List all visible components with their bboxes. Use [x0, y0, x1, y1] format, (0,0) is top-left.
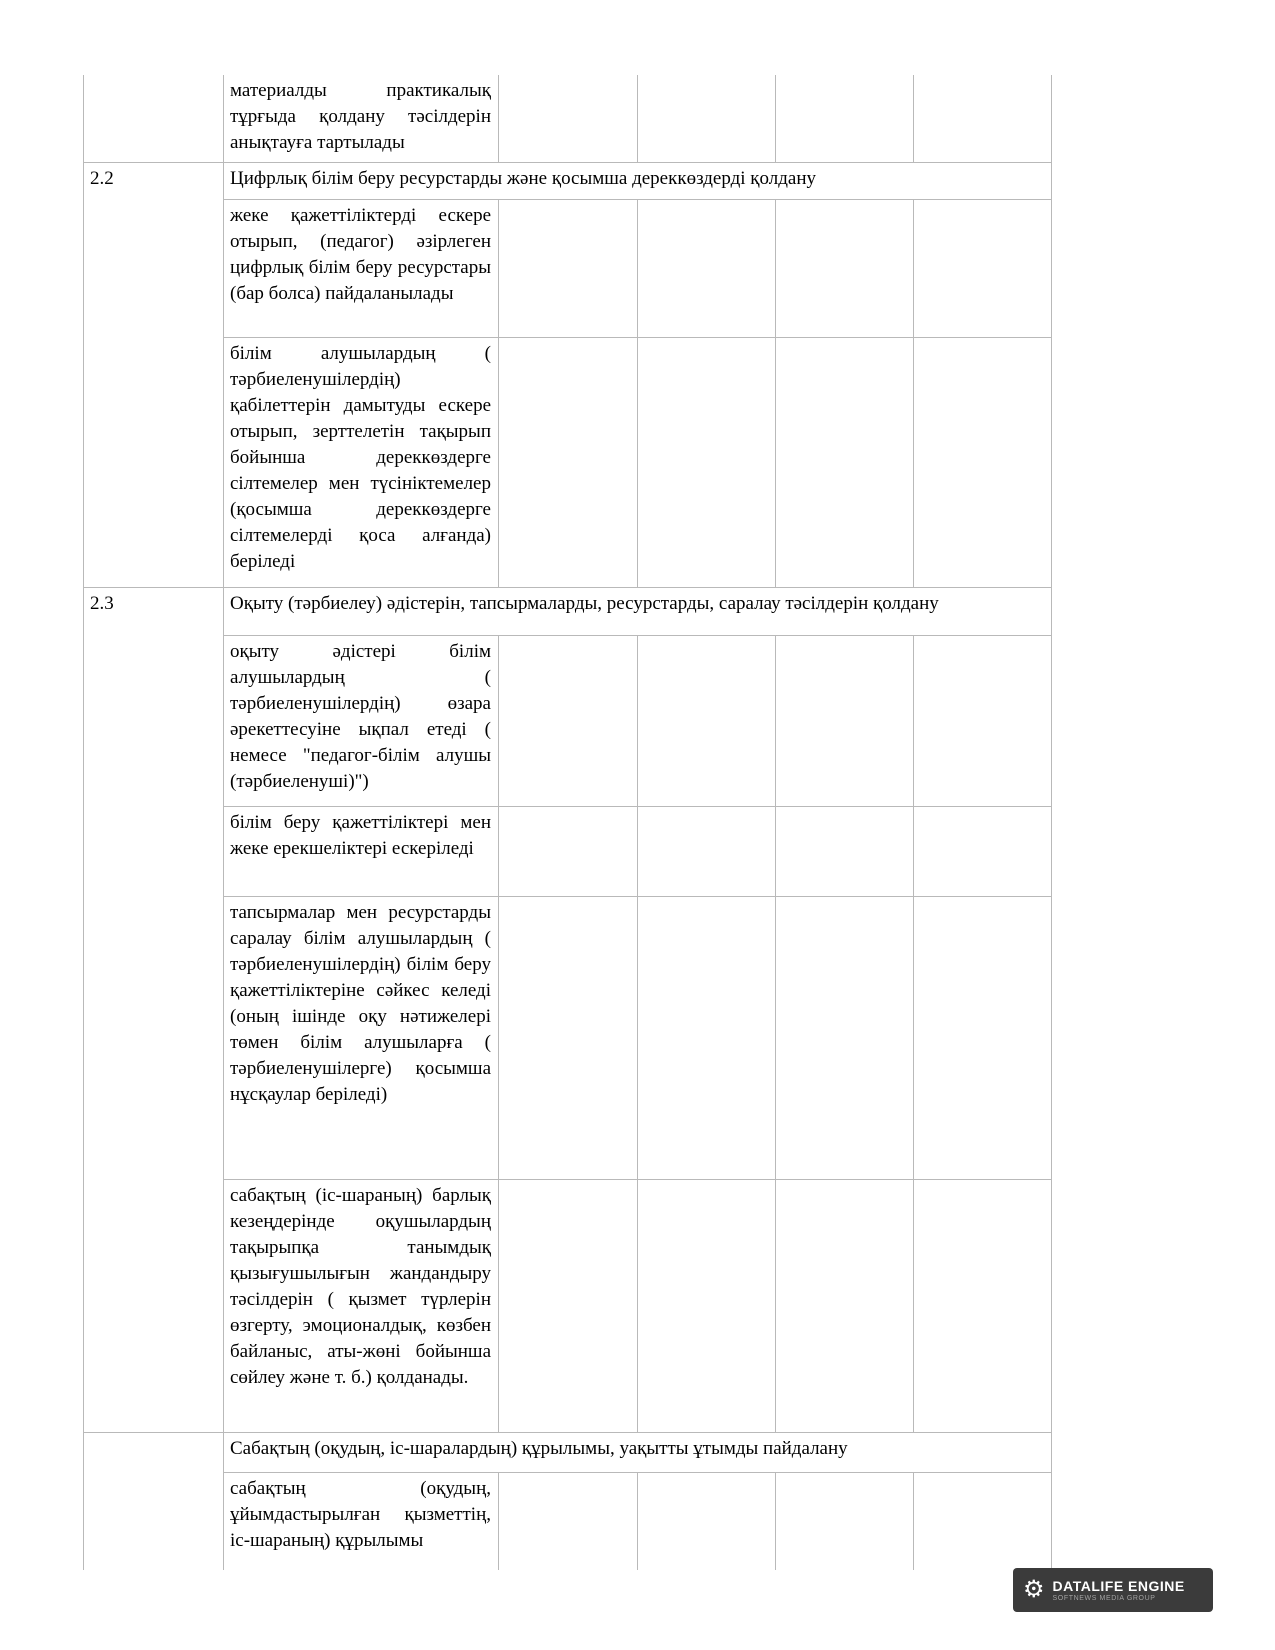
descriptor-cell: тапсырмалар мен ресурстарды саралау білім алушылардың ( тәрбиеленушілердің) білім беру қажеттіліктеріне сәйкес келеді (оның ішінде оқу нәтижелері төмен білім алушыларға ( тәрбиеленушілерге) қосымша нұсқаулар беріледі) — [224, 896, 499, 1179]
table-row — [84, 806, 1052, 896]
score-cell — [638, 1179, 776, 1432]
score-cell — [499, 199, 638, 337]
gear-icon: ⚙ — [1023, 1576, 1045, 1603]
score-cell — [914, 1179, 1052, 1432]
assessment-table-region — [83, 75, 1053, 1570]
watermark-subtitle: SOFTNEWS MEDIA GROUP — [1052, 1594, 1156, 1602]
score-cell — [776, 337, 914, 587]
criterion-number-cell: 2.2 — [84, 162, 224, 587]
section-header-cell: Оқыту (тәрбиелеу) әдістерін, тапсырмаларды, ресурстарды, саралау тәсілдерін қолдану — [224, 587, 1052, 635]
table-row — [84, 337, 1052, 587]
section-header-cell: Цифрлық білім беру ресурстарды және қосымша дереккөздерді қолдану — [224, 162, 1052, 199]
descriptor-cell: сабақтың (іс-шараның) барлық кезеңдерінде оқушылардың тақырыпқа танымдық қызығушылығын жандандыру тәсілдерін ( қызмет түрлерін өзгерту, эмоционалдық, көзбен байланыс, аты-жөні бойынша сөйлеу және т. б.) қолданады. — [224, 1179, 499, 1432]
table-row — [84, 635, 1052, 806]
watermark-brand: DATALIFE ENGINE — [1052, 1577, 1185, 1594]
criterion-number-cell — [84, 1432, 224, 1570]
table-row — [84, 162, 1052, 199]
score-cell — [499, 1179, 638, 1432]
score-cell — [499, 337, 638, 587]
table-row — [84, 1432, 1052, 1472]
score-cell — [914, 806, 1052, 896]
score-cell — [776, 1179, 914, 1432]
score-cell — [776, 199, 914, 337]
score-cell — [914, 1472, 1052, 1570]
criterion-number-cell: 2.3 — [84, 587, 224, 1432]
score-cell — [499, 806, 638, 896]
score-cell — [914, 635, 1052, 806]
datalife-engine-watermark — [1013, 1568, 1213, 1612]
table-row — [84, 1472, 1052, 1570]
score-cell — [914, 337, 1052, 587]
section-header-cell: Сабақтың (оқудың, іс-шаралардың) құрылымы, уақытты ұтымды пайдалану — [224, 1432, 1052, 1472]
score-cell — [914, 75, 1052, 162]
score-cell — [638, 75, 776, 162]
table-row — [84, 587, 1052, 635]
score-cell — [776, 806, 914, 896]
score-cell — [638, 635, 776, 806]
table-row — [84, 896, 1052, 1179]
score-cell — [776, 635, 914, 806]
score-cell — [499, 635, 638, 806]
score-cell — [638, 896, 776, 1179]
descriptor-cell: материалды практикалық тұрғыда қолдану тәсілдерін анықтауға тартылады — [224, 75, 499, 162]
score-cell — [499, 75, 638, 162]
table-row — [84, 199, 1052, 337]
watermark-text — [1053, 1578, 1185, 1603]
assessment-table — [83, 75, 1052, 1570]
table-row — [84, 1179, 1052, 1432]
descriptor-cell: оқыту әдістері білім алушылардың ( тәрбиеленушілердің) өзара әрекеттесуіне ықпал етеді ( немесе "педагог-білім алушы (тәрбиеленуші)") — [224, 635, 499, 806]
table-row — [84, 75, 1052, 162]
score-cell — [776, 896, 914, 1179]
descriptor-cell: білім алушылардың ( тәрбиеленушілердің) қабілеттерін дамытуды ескере отырып, зерттелетін тақырып бойынша дереккөздерге сілтемелер мен түсініктемелер (қосымша дереккөздерге сілтемелерді қоса алғанда) беріледі — [224, 337, 499, 587]
score-cell — [914, 199, 1052, 337]
score-cell — [914, 896, 1052, 1179]
score-cell — [776, 75, 914, 162]
score-cell — [499, 1472, 638, 1570]
score-cell — [776, 1472, 914, 1570]
criterion-number-cell — [84, 75, 224, 162]
descriptor-cell: сабақтың (оқудың, ұйымдастырылған қызметтің, іс-шараның) құрылымы — [224, 1472, 499, 1570]
score-cell — [638, 199, 776, 337]
score-cell — [638, 806, 776, 896]
descriptor-cell: жеке қажеттіліктерді ескере отырып, (педагог) әзірлеген цифрлық білім беру ресурстары (бар болса) пайдаланылады — [224, 199, 499, 337]
score-cell — [638, 337, 776, 587]
score-cell — [638, 1472, 776, 1570]
descriptor-cell: білім беру қажеттіліктері мен жеке ерекшеліктері ескеріледі — [224, 806, 499, 896]
score-cell — [499, 896, 638, 1179]
